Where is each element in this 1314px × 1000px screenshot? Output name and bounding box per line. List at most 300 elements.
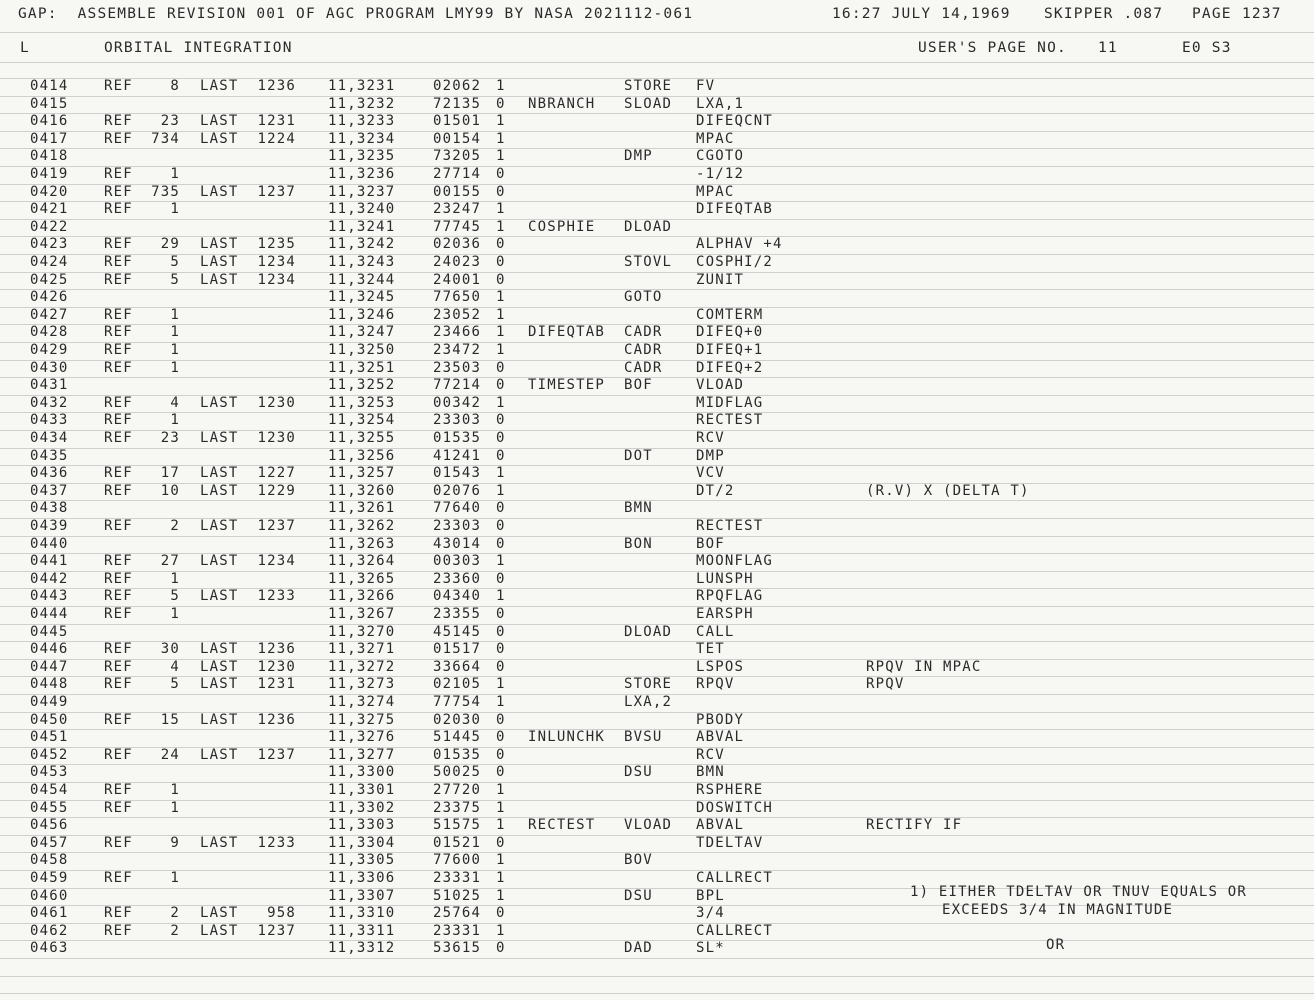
- last-page: 1227: [257, 465, 296, 482]
- address: 11,3311: [328, 922, 396, 939]
- ref-tag: REF: [104, 271, 133, 288]
- operand: DT/2: [696, 482, 735, 499]
- ref-tag: REF: [104, 342, 133, 358]
- ref-tag: REF: [104, 782, 133, 798]
- last-tag: LAST: [200, 518, 239, 534]
- ref-count: 1: [170, 324, 180, 341]
- parity-bit: 1: [496, 588, 506, 605]
- operand: ABVAL: [696, 817, 745, 834]
- line-number: 0420: [30, 183, 69, 200]
- line-number: 0435: [30, 447, 69, 464]
- opcode: BVSU: [624, 729, 663, 746]
- address: 11,3232: [328, 95, 396, 112]
- last-page: 1230: [257, 394, 296, 411]
- octal-code: 77640: [433, 500, 482, 517]
- parity-bit: 1: [496, 394, 506, 411]
- listing-row: [0, 324, 1314, 342]
- ref-tag: REF: [104, 324, 133, 341]
- address: 11,3305: [328, 852, 396, 869]
- address: 11,3272: [328, 658, 396, 675]
- operand: COMTERM: [696, 306, 764, 323]
- octal-code: 00342: [433, 394, 482, 411]
- line-number: 0422: [30, 218, 69, 235]
- section-title: ORBITAL INTEGRATION: [104, 40, 293, 56]
- address: 11,3276: [328, 729, 396, 746]
- last-tag: LAST: [200, 236, 239, 253]
- ref-tag: REF: [104, 606, 133, 622]
- ref-tag: REF: [104, 465, 133, 482]
- line-number: 0437: [30, 482, 69, 499]
- listing-row: [0, 448, 1314, 466]
- operand: DOSWITCH: [696, 799, 774, 816]
- operand: -1/12: [696, 166, 745, 182]
- parity-bit: 0: [496, 500, 506, 517]
- ref-tag: REF: [104, 254, 133, 270]
- line-number: 0415: [30, 95, 69, 112]
- ref-tag: REF: [104, 236, 133, 253]
- address: 11,3245: [328, 289, 396, 306]
- octal-code: 23503: [433, 359, 482, 376]
- last-tag: LAST: [200, 183, 239, 200]
- ref-count: 5: [170, 254, 180, 270]
- listing-row: [0, 800, 1314, 818]
- octal-code: 50025: [433, 764, 482, 781]
- octal-code: 04340: [433, 588, 482, 605]
- address: 11,3250: [328, 342, 396, 358]
- ref-count: 30: [160, 641, 180, 658]
- listing-row: [0, 536, 1314, 554]
- opcode: BMN: [624, 500, 653, 517]
- address: 11,3241: [328, 218, 396, 235]
- address: 11,3302: [328, 799, 396, 816]
- last-tag: LAST: [200, 430, 239, 446]
- ref-count: 1: [170, 570, 180, 587]
- listing-row: [0, 113, 1314, 131]
- ref-count: 4: [170, 658, 180, 675]
- address: 11,3256: [328, 447, 396, 464]
- octal-code: 02062: [433, 78, 482, 94]
- parity-bit: 1: [496, 553, 506, 570]
- address: 11,3234: [328, 130, 396, 147]
- ref-count: 1: [170, 412, 180, 429]
- opcode: SLOAD: [624, 95, 673, 112]
- rule-line: [0, 976, 1314, 977]
- parity-bit: 1: [496, 817, 506, 834]
- line-number: 0433: [30, 412, 69, 429]
- address: 11,3236: [328, 166, 396, 182]
- ref-count: 1: [170, 306, 180, 323]
- octal-code: 23331: [433, 870, 482, 886]
- ref-tag: REF: [104, 183, 133, 200]
- address: 11,3243: [328, 254, 396, 270]
- opcode: LXA,2: [624, 694, 673, 710]
- line-number: 0461: [30, 905, 69, 922]
- ref-count: 1: [170, 359, 180, 376]
- opcode: DSU: [624, 764, 653, 781]
- ref-tag: REF: [104, 130, 133, 147]
- listing-row: [0, 360, 1314, 378]
- operand: 3/4: [696, 905, 725, 922]
- address: 11,3255: [328, 430, 396, 446]
- parity-bit: 0: [496, 905, 506, 922]
- ref-count: 24: [160, 746, 180, 763]
- parity-bit: 0: [496, 940, 506, 957]
- ref-count: 17: [160, 465, 180, 482]
- last-tag: LAST: [200, 711, 239, 728]
- parity-bit: 1: [496, 324, 506, 341]
- octal-code: 77745: [433, 218, 482, 235]
- line-number: 0414: [30, 78, 69, 94]
- ref-count: 5: [170, 676, 180, 693]
- address: 11,3233: [328, 113, 396, 130]
- parity-bit: 0: [496, 570, 506, 587]
- line-number: 0448: [30, 676, 69, 693]
- listing-row: [0, 184, 1314, 202]
- operand: ABVAL: [696, 729, 745, 746]
- parity-bit: 0: [496, 412, 506, 429]
- listing-row: [0, 96, 1314, 114]
- octal-code: 00303: [433, 553, 482, 570]
- ref-tag: REF: [104, 306, 133, 323]
- octal-code: 02030: [433, 711, 482, 728]
- listing-row: [0, 712, 1314, 730]
- parity-bit: 1: [496, 218, 506, 235]
- ref-tag: REF: [104, 113, 133, 130]
- operand: DMP: [696, 447, 725, 464]
- ref-count: 8: [170, 78, 180, 94]
- last-page: 1224: [257, 130, 296, 147]
- parity-bit: 0: [496, 606, 506, 622]
- address: 11,3300: [328, 764, 396, 781]
- octal-code: 43014: [433, 535, 482, 552]
- address: 11,3303: [328, 817, 396, 834]
- address: 11,3312: [328, 940, 396, 957]
- last-tag: LAST: [200, 658, 239, 675]
- octal-code: 23355: [433, 606, 482, 622]
- address: 11,3266: [328, 588, 396, 605]
- octal-code: 01543: [433, 465, 482, 482]
- parity-bit: 1: [496, 306, 506, 323]
- operand: EARSPH: [696, 606, 754, 622]
- address: 11,3263: [328, 535, 396, 552]
- octal-code: 23360: [433, 570, 482, 587]
- listing-row: [0, 782, 1314, 800]
- line-number: 0436: [30, 465, 69, 482]
- last-tag: LAST: [200, 130, 239, 147]
- octal-code: 01535: [433, 430, 482, 446]
- parity-bit: 0: [496, 518, 506, 534]
- ref-tag: REF: [104, 518, 133, 534]
- operand: RSPHERE: [696, 782, 764, 798]
- octal-code: 27720: [433, 782, 482, 798]
- line-number: 0445: [30, 623, 69, 640]
- address: 11,3244: [328, 271, 396, 288]
- line-number: 0463: [30, 940, 69, 957]
- octal-code: 23375: [433, 799, 482, 816]
- octal-code: 23052: [433, 306, 482, 323]
- opcode: STORE: [624, 78, 673, 94]
- parity-bit: 0: [496, 746, 506, 763]
- parity-bit: 0: [496, 271, 506, 288]
- octal-code: 01535: [433, 746, 482, 763]
- ref-tag: REF: [104, 658, 133, 675]
- ref-tag: REF: [104, 201, 133, 218]
- operand: MPAC: [696, 183, 735, 200]
- octal-code: 51445: [433, 729, 482, 746]
- opcode: GOTO: [624, 289, 663, 306]
- line-number: 0453: [30, 764, 69, 781]
- listing-row: [0, 553, 1314, 571]
- ref-tag: REF: [104, 570, 133, 587]
- address: 11,3262: [328, 518, 396, 534]
- parity-bit: 0: [496, 254, 506, 270]
- octal-code: 23303: [433, 412, 482, 429]
- address: 11,3254: [328, 412, 396, 429]
- operand: SL*: [696, 940, 725, 957]
- octal-code: 77650: [433, 289, 482, 306]
- operand: BPL: [696, 887, 725, 904]
- last-tag: LAST: [200, 553, 239, 570]
- last-page: 1233: [257, 588, 296, 605]
- opcode: CADR: [624, 342, 663, 358]
- ref-count: 23: [160, 430, 180, 446]
- operand: MPAC: [696, 130, 735, 147]
- address: 11,3306: [328, 870, 396, 886]
- last-tag: LAST: [200, 78, 239, 94]
- parity-bit: 0: [496, 377, 506, 394]
- line-number: 0444: [30, 606, 69, 622]
- users-page-label: USER'S PAGE NO.: [918, 40, 1067, 56]
- operand: DIFEQ+1: [696, 342, 764, 358]
- last-page: 1237: [257, 183, 296, 200]
- listing-row: [0, 764, 1314, 782]
- line-number: 0424: [30, 254, 69, 270]
- side-comment-line-1: 1) EITHER TDELTAV OR TNUV EQUALS OR: [910, 884, 1248, 900]
- line-number: 0441: [30, 553, 69, 570]
- operand: TET: [696, 641, 725, 658]
- operand: FV: [696, 78, 716, 94]
- listing-row: [0, 676, 1314, 694]
- ref-tag: REF: [104, 870, 133, 886]
- octal-code: 00154: [433, 130, 482, 147]
- page-label: PAGE: [1192, 6, 1232, 22]
- line-number: 0449: [30, 694, 69, 710]
- parity-bit: 1: [496, 676, 506, 693]
- octal-code: 77600: [433, 852, 482, 869]
- ref-tag: REF: [104, 482, 133, 499]
- section-code: E0 S3: [1182, 40, 1232, 56]
- listing-row: [0, 835, 1314, 853]
- operand: VLOAD: [696, 377, 745, 394]
- address: 11,3310: [328, 905, 396, 922]
- ref-count: 5: [170, 271, 180, 288]
- line-number: 0429: [30, 342, 69, 358]
- address: 11,3252: [328, 377, 396, 394]
- opcode: BOV: [624, 852, 653, 869]
- listing-row: [0, 923, 1314, 941]
- opcode: CADR: [624, 359, 663, 376]
- address: 11,3307: [328, 887, 396, 904]
- address: 11,3275: [328, 711, 396, 728]
- last-page: 1236: [257, 641, 296, 658]
- comment: (R.V) X (DELTA T): [866, 482, 1030, 499]
- side-comment-line-3: OR: [1046, 937, 1066, 953]
- listing-row: [0, 518, 1314, 536]
- datetime: 16:27 JULY 14,1969: [832, 6, 1011, 22]
- symbol-label: RECTEST: [528, 817, 596, 834]
- operand: LUNSPH: [696, 570, 754, 587]
- line-number: 0427: [30, 306, 69, 323]
- last-tag: LAST: [200, 482, 239, 499]
- parity-bit: 1: [496, 922, 506, 939]
- address: 11,3235: [328, 148, 396, 165]
- listing-row: [0, 289, 1314, 307]
- ref-tag: REF: [104, 430, 133, 446]
- line-number: 0428: [30, 324, 69, 341]
- line-number: 0417: [30, 130, 69, 147]
- rule-line: [0, 993, 1314, 994]
- opcode: BON: [624, 535, 653, 552]
- listing-row: [0, 236, 1314, 254]
- ref-tag: REF: [104, 676, 133, 693]
- address: 11,3242: [328, 236, 396, 253]
- ref-count: 29: [160, 236, 180, 253]
- ref-count: 1: [170, 342, 180, 358]
- octal-code: 53615: [433, 940, 482, 957]
- listing-row: [0, 219, 1314, 237]
- last-tag: LAST: [200, 676, 239, 693]
- operand: RPQV: [696, 676, 735, 693]
- last-tag: LAST: [200, 465, 239, 482]
- ref-count: 735: [151, 183, 180, 200]
- address: 11,3304: [328, 834, 396, 851]
- ref-count: 1: [170, 201, 180, 218]
- ref-tag: REF: [104, 834, 133, 851]
- line-number: 0454: [30, 782, 69, 798]
- opcode: STORE: [624, 676, 673, 693]
- octal-code: 27714: [433, 166, 482, 182]
- parity-bit: 1: [496, 289, 506, 306]
- octal-code: 02036: [433, 236, 482, 253]
- octal-code: 23472: [433, 342, 482, 358]
- address: 11,3246: [328, 306, 396, 323]
- operand: RPQFLAG: [696, 588, 764, 605]
- listing-row: [0, 817, 1314, 835]
- ref-count: 2: [170, 518, 180, 534]
- operand: DIFEQ+0: [696, 324, 764, 341]
- last-page: 1235: [257, 236, 296, 253]
- operand: BMN: [696, 764, 725, 781]
- last-tag: LAST: [200, 271, 239, 288]
- column-flag: L: [20, 40, 30, 56]
- ref-count: 15: [160, 711, 180, 728]
- ref-count: 1: [170, 799, 180, 816]
- operand: LSPOS: [696, 658, 745, 675]
- program-line: GAP: ASSEMBLE REVISION 001 OF AGC PROGRAM LMY99 BY NASA 2021112-061: [18, 6, 694, 22]
- listing-row: [0, 131, 1314, 149]
- octal-code: 77214: [433, 377, 482, 394]
- last-page: 1236: [257, 78, 296, 94]
- address: 11,3240: [328, 201, 396, 218]
- comment: RPQV: [866, 676, 905, 693]
- operand: ALPHAV +4: [696, 236, 783, 253]
- line-number: 0438: [30, 500, 69, 517]
- ref-count: 2: [170, 922, 180, 939]
- octal-code: 24001: [433, 271, 482, 288]
- octal-code: 72135: [433, 95, 482, 112]
- last-page: 1236: [257, 711, 296, 728]
- listing-row: [0, 500, 1314, 518]
- octal-code: 73205: [433, 148, 482, 165]
- rule-line: [0, 62, 1314, 63]
- last-page: 1237: [257, 518, 296, 534]
- operand: COSPHI/2: [696, 254, 774, 270]
- address: 11,3260: [328, 482, 396, 499]
- parity-bit: 1: [496, 201, 506, 218]
- line-number: 0421: [30, 201, 69, 218]
- listing-row: [0, 201, 1314, 219]
- ref-count: 1: [170, 870, 180, 886]
- ref-tag: REF: [104, 78, 133, 94]
- line-number: 0416: [30, 113, 69, 130]
- operand: DIFEQCNT: [696, 113, 774, 130]
- listing-row: [0, 747, 1314, 765]
- operand: MOONFLAG: [696, 553, 774, 570]
- address: 11,3251: [328, 359, 396, 376]
- octal-code: 02076: [433, 482, 482, 499]
- address: 11,3273: [328, 676, 396, 693]
- line-number: 0432: [30, 394, 69, 411]
- ref-count: 4: [170, 394, 180, 411]
- opcode: DSU: [624, 887, 653, 904]
- operand: DIFEQ+2: [696, 359, 764, 376]
- ref-tag: REF: [104, 641, 133, 658]
- octal-code: 23303: [433, 518, 482, 534]
- octal-code: 25764: [433, 905, 482, 922]
- line-number: 0434: [30, 430, 69, 446]
- line-number: 0430: [30, 359, 69, 376]
- symbol-label: INLUNCHK: [528, 729, 606, 746]
- listing-row: [0, 272, 1314, 290]
- line-number: 0458: [30, 852, 69, 869]
- operand: DIFEQTAB: [696, 201, 774, 218]
- operand: CGOTO: [696, 148, 745, 165]
- skipper-label: SKIPPER .087: [1044, 6, 1164, 22]
- operand: BOF: [696, 535, 725, 552]
- parity-bit: 1: [496, 782, 506, 798]
- line-number: 0419: [30, 166, 69, 182]
- parity-bit: 0: [496, 623, 506, 640]
- last-page: 1234: [257, 254, 296, 270]
- line-number: 0459: [30, 870, 69, 886]
- ref-count: 734: [151, 130, 180, 147]
- last-page: 1231: [257, 676, 296, 693]
- last-tag: LAST: [200, 746, 239, 763]
- parity-bit: 0: [496, 641, 506, 658]
- operand: LXA,1: [696, 95, 745, 112]
- listing-row: [0, 412, 1314, 430]
- operand: RECTEST: [696, 412, 764, 429]
- address: 11,3277: [328, 746, 396, 763]
- last-tag: LAST: [200, 922, 239, 939]
- operand: CALLRECT: [696, 870, 774, 886]
- listing-row: [0, 430, 1314, 448]
- line-number: 0423: [30, 236, 69, 253]
- address: 11,3265: [328, 570, 396, 587]
- ref-count: 9: [170, 834, 180, 851]
- parity-bit: 1: [496, 148, 506, 165]
- ref-tag: REF: [104, 412, 133, 429]
